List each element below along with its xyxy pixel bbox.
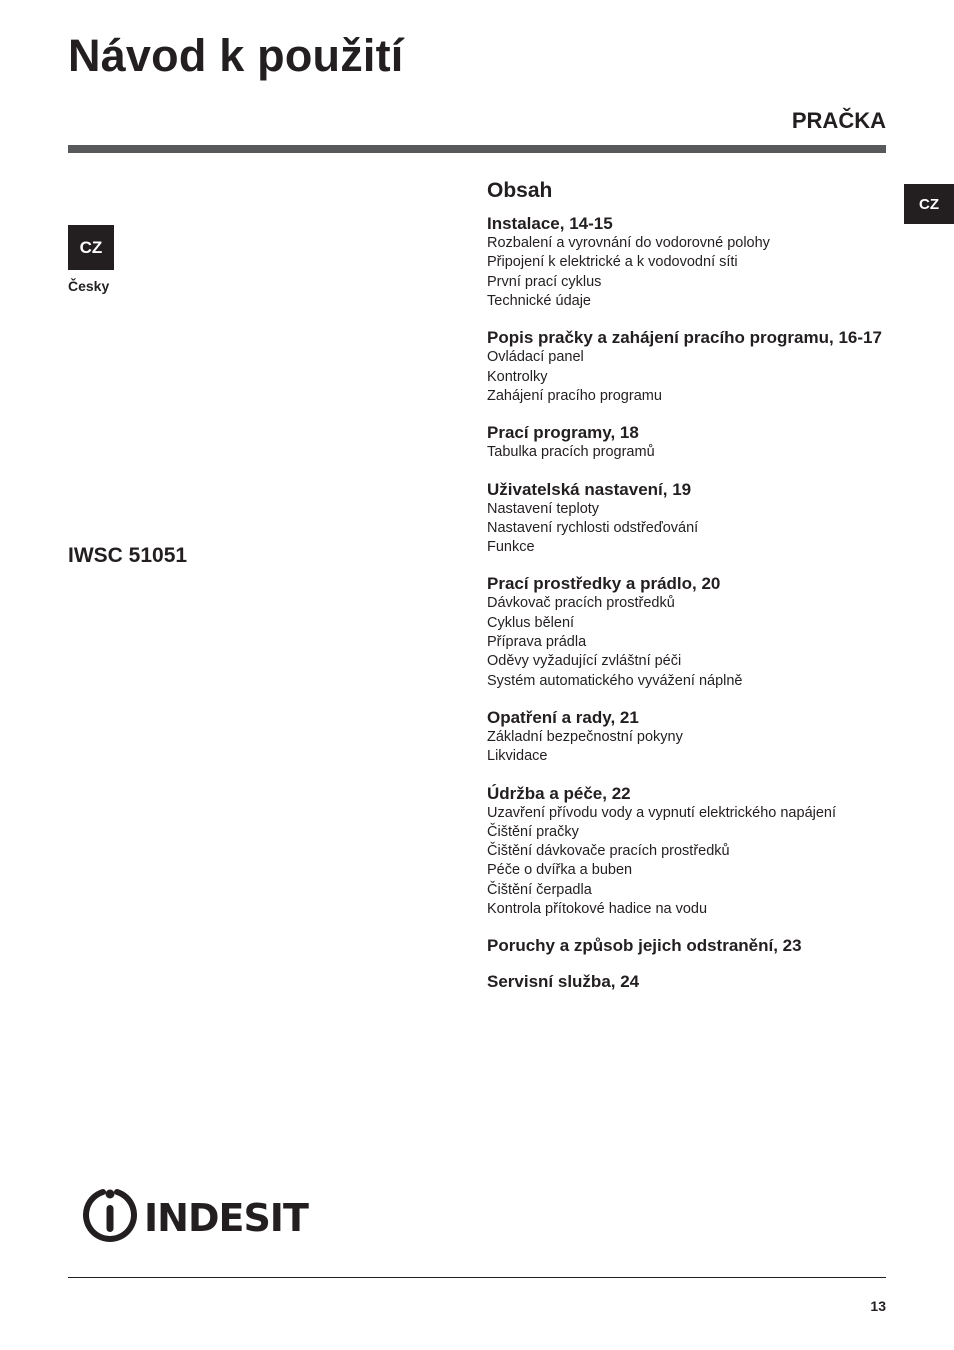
toc-item: Nastavení rychlosti odstřeďování [487, 519, 699, 536]
toc-item-list [487, 804, 887, 920]
toc-section [487, 328, 887, 406]
toc-section-title: Servisní služba, 24 [487, 972, 640, 992]
table-of-contents [487, 178, 887, 1008]
language-side-tab: CZ [904, 184, 954, 224]
toc-item: Péče o dvířka a buben [487, 862, 633, 879]
toc-item: Připojení k elektrické a k vodovodní síti [487, 254, 738, 271]
page-number: 13 [870, 1298, 886, 1314]
toc-item: Zahájení pracího programu [487, 387, 662, 404]
toc-item: Systém automatického vyvážení náplně [487, 672, 743, 689]
toc-item: Technické údaje [487, 293, 591, 310]
model-number: IWSC 51051 [68, 544, 188, 567]
header-divider [68, 145, 886, 153]
indesit-logo [82, 1183, 314, 1250]
indesit-logo-icon [82, 1183, 314, 1245]
toc-section [487, 784, 887, 920]
toc-section-title: Instalace, 14-15 [487, 214, 613, 234]
toc-item: Příprava prádla [487, 634, 587, 651]
toc-section-title: Poruchy a způsob jejich odstranění, 23 [487, 936, 802, 956]
toc-section [487, 423, 887, 462]
toc-heading: Obsah [487, 179, 553, 202]
logo-wordmark: INDESIT [144, 1196, 308, 1240]
toc-item-list [487, 234, 887, 311]
toc-item-list [487, 443, 887, 462]
toc-item-list [487, 728, 887, 767]
toc-item: Čištění čerpadla [487, 881, 592, 898]
product-type: PRAČKA [791, 108, 886, 133]
toc-item-list [487, 594, 887, 690]
toc-section-title: Uživatelská nastavení, 19 [487, 479, 692, 499]
toc-item: Základní bezpečnostní pokyny [487, 728, 683, 745]
toc-section [487, 480, 887, 558]
toc-item: Uzavření přívodu vody a vypnutí elektrického napájení [487, 804, 837, 821]
toc-item: Funkce [487, 539, 535, 556]
toc-item: Tabulka pracích programů [487, 444, 655, 461]
toc-item: Čištění pračky [487, 823, 579, 840]
toc-section [487, 972, 887, 991]
toc-item: Oděvy vyžadující zvláštní péči [487, 653, 682, 670]
toc-item: Likvidace [487, 748, 548, 765]
toc-sections [487, 214, 887, 991]
toc-item: Kontrolky [487, 368, 548, 385]
toc-item-list [487, 500, 887, 558]
toc-section [487, 708, 887, 767]
toc-item: Cyklus bělení [487, 614, 575, 631]
footer-divider [68, 1277, 886, 1278]
toc-item: Ovládací panel [487, 349, 584, 366]
toc-item: První prací cyklus [487, 273, 602, 290]
language-name: Česky [68, 278, 110, 294]
toc-section-title: Údržba a péče, 22 [487, 783, 631, 803]
toc-section-title: Prací programy, 18 [487, 423, 639, 443]
page-title: Návod k použití [68, 30, 404, 81]
toc-item-list [487, 348, 887, 406]
toc-section-title: Opatření a rady, 21 [487, 707, 639, 727]
toc-item: Nastavení teploty [487, 500, 600, 517]
toc-item: Čištění dávkovače pracích prostředků [487, 843, 730, 860]
toc-section-title: Prací prostředky a prádlo, 20 [487, 574, 721, 594]
toc-section [487, 574, 887, 690]
toc-section [487, 936, 887, 955]
toc-item: Kontrola přítokové hadice na vodu [487, 901, 708, 918]
toc-item: Dávkovač pracích prostředků [487, 595, 675, 612]
toc-section-title: Popis pračky a zahájení pracího programu, 16-17 [487, 328, 882, 348]
toc-item: Rozbalení a vyrovnání do vodorovné polohy [487, 235, 770, 252]
toc-section [487, 214, 887, 311]
language-code-badge: CZ [68, 225, 114, 270]
